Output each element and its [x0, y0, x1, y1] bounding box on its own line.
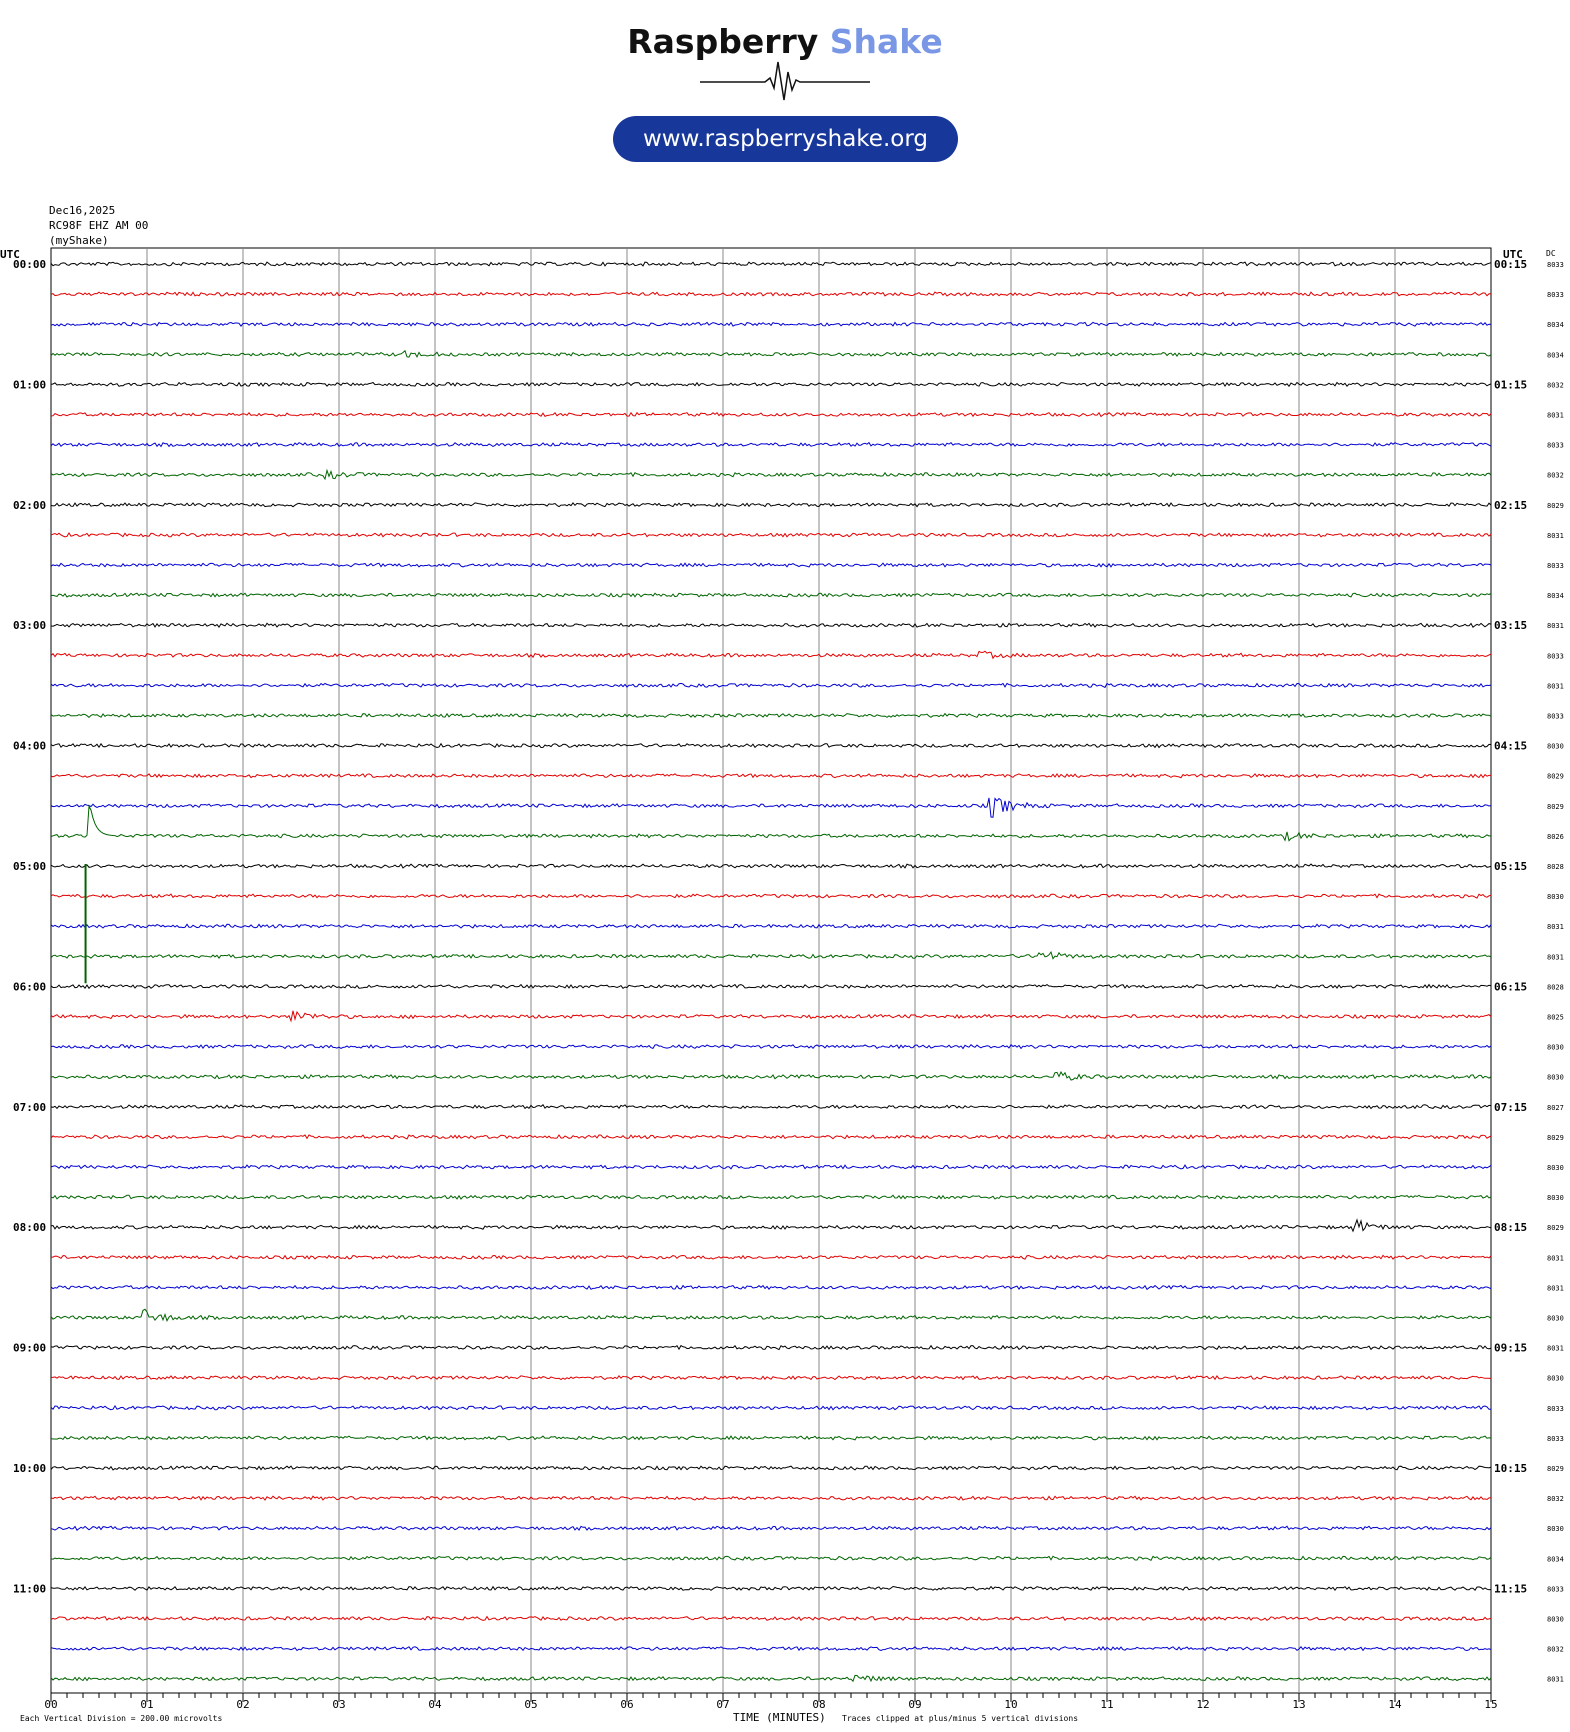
dc-value: 8030	[1547, 1043, 1564, 1052]
hour-label-left: 09:00	[13, 1341, 47, 1355]
dc-value: 8031	[1547, 411, 1564, 420]
trace-line	[51, 1647, 1491, 1651]
hour-label-right: 07:15	[1494, 1100, 1528, 1114]
hour-label-left: 08:00	[13, 1221, 47, 1235]
division-note: Each Vertical Division = 200.00 microvolts	[20, 1714, 223, 1723]
hour-label-right: 05:15	[1494, 860, 1528, 873]
hour-label-left: 04:00	[13, 739, 47, 753]
dc-value: 8030	[1547, 1194, 1564, 1203]
dc-value: 8032	[1547, 1495, 1564, 1504]
trace-line	[51, 924, 1491, 928]
trace-line	[51, 383, 1491, 387]
dc-value: 8033	[1547, 1585, 1564, 1594]
dc-value: 8032	[1547, 1645, 1564, 1654]
x-tick-label: 07	[716, 1698, 730, 1711]
trace-line	[51, 1286, 1491, 1290]
trace-line	[51, 864, 1491, 868]
trace-line	[51, 443, 1491, 447]
trace-line	[51, 806, 1491, 841]
trace-line	[51, 1376, 1491, 1380]
hour-label-left: 07:00	[13, 1100, 47, 1114]
dc-value: 8030	[1547, 1314, 1564, 1323]
trace-line	[51, 563, 1491, 567]
x-tick-label: 02	[236, 1698, 250, 1711]
dc-value: 8030	[1547, 1164, 1564, 1172]
dc-value: 8030	[1547, 1525, 1564, 1534]
dc-value: 8028	[1547, 983, 1564, 992]
dc-value: 8033	[1547, 261, 1564, 269]
dc-value: 8027	[1547, 1103, 1564, 1112]
hour-label-right: 00:15	[1494, 258, 1528, 271]
dc-value: 8034	[1547, 592, 1564, 601]
trace-line	[51, 1309, 1491, 1320]
dc-value: 8033	[1547, 291, 1564, 300]
x-tick-label: 06	[620, 1698, 634, 1711]
dc-value: 8031	[1547, 1675, 1564, 1684]
trace-line	[51, 1466, 1491, 1470]
hour-label-left: 00:00	[13, 258, 47, 271]
trace-line	[51, 322, 1491, 326]
trace-line	[51, 533, 1491, 537]
dc-value: 8030	[1547, 893, 1564, 902]
x-tick-label: 13	[1292, 1698, 1306, 1711]
trace-line	[51, 1496, 1491, 1500]
dc-value: 8026	[1547, 832, 1564, 841]
dc-value: 8031	[1547, 1284, 1564, 1293]
trace-line	[51, 985, 1491, 989]
trace-line	[51, 1135, 1491, 1139]
x-tick-label: 08	[812, 1698, 826, 1711]
axis-labels	[13, 258, 1564, 1711]
dc-value: 8032	[1547, 381, 1564, 390]
hour-label-right: 09:15	[1494, 1341, 1528, 1355]
dc-value: 8032	[1547, 471, 1564, 480]
hour-label-right: 02:15	[1494, 498, 1528, 512]
hour-label-left: 06:00	[13, 980, 47, 994]
trace-line	[51, 1072, 1491, 1080]
trace-line	[51, 623, 1491, 627]
x-tick-label: 10	[1004, 1698, 1018, 1711]
trace-line	[51, 503, 1491, 507]
left-utc-label: UTC	[0, 248, 20, 261]
brand-name-shake: Shake	[829, 22, 943, 61]
dc-value: 8029	[1547, 1224, 1564, 1233]
x-tick-label: 05	[524, 1698, 538, 1711]
clip-note: Traces clipped at plus/minus 5 vertical divisions	[842, 1714, 1079, 1723]
trace-line	[51, 1556, 1491, 1560]
trace-line	[51, 1346, 1491, 1350]
dc-value: 8025	[1547, 1013, 1564, 1022]
dc-value: 8031	[1547, 953, 1564, 962]
x-tick-label: 15	[1484, 1698, 1498, 1711]
dc-value: 8033	[1547, 1404, 1564, 1413]
x-tick-label: 14	[1388, 1698, 1402, 1711]
x-tick-label: 12	[1196, 1698, 1210, 1711]
trace-line	[51, 651, 1491, 658]
dc-value: 8031	[1547, 531, 1564, 540]
trace-line	[51, 894, 1491, 898]
hour-label-right: 10:15	[1494, 1462, 1528, 1475]
trace-line	[51, 351, 1491, 357]
trace-line	[51, 798, 1491, 817]
dc-value: 8030	[1547, 1615, 1564, 1624]
trace-line	[51, 683, 1491, 687]
hour-label-right: 03:15	[1494, 619, 1528, 633]
dc-value: 8029	[1547, 1133, 1564, 1142]
dc-value: 8031	[1547, 682, 1564, 691]
dc-value: 8030	[1547, 1374, 1564, 1383]
dc-value: 8028	[1547, 863, 1564, 871]
trace-line	[51, 1105, 1491, 1109]
trace-line	[51, 593, 1491, 597]
trace-line	[51, 262, 1491, 266]
dc-value: 8029	[1547, 772, 1564, 781]
dc-value: 8029	[1547, 1465, 1564, 1473]
hour-label-right: 11:15	[1494, 1582, 1528, 1596]
hour-label-right: 04:15	[1494, 739, 1528, 753]
dc-value: 8030	[1547, 742, 1564, 751]
trace-line	[51, 1675, 1491, 1681]
hour-label-left: 10:00	[13, 1462, 47, 1475]
dc-value: 8029	[1547, 802, 1564, 811]
x-tick-label: 03	[332, 1698, 346, 1711]
hour-label-right: 06:15	[1494, 980, 1528, 994]
trace-line	[51, 1526, 1491, 1530]
dc-value: 8030	[1547, 1073, 1564, 1082]
trace-line	[51, 1165, 1491, 1169]
dc-value: 8033	[1547, 652, 1564, 661]
hour-label-left: 02:00	[13, 498, 47, 512]
x-tick-label: 01	[140, 1698, 154, 1711]
dc-value: 8033	[1547, 712, 1564, 721]
header-station: RC98F EHZ AM 00	[49, 219, 149, 232]
dc-value: 8031	[1547, 923, 1564, 932]
hour-label-right: 08:15	[1494, 1221, 1528, 1235]
trace-line	[51, 1617, 1491, 1621]
trace-line	[51, 470, 1491, 479]
dc-value: 8031	[1547, 1254, 1564, 1263]
hour-label-left: 05:00	[13, 860, 47, 873]
trace-line	[51, 774, 1491, 778]
x-tick-label: 00	[44, 1698, 58, 1711]
x-tick-label: 09	[908, 1698, 922, 1711]
dc-value: 8034	[1547, 351, 1564, 360]
trace-line	[51, 1406, 1491, 1410]
hour-label-left: 03:00	[13, 619, 47, 633]
header-date: Dec16,2025	[49, 204, 116, 217]
dc-value: 8029	[1547, 501, 1564, 510]
dc-value: 8031	[1547, 622, 1564, 631]
website-link[interactable]: www.raspberryshake.org	[613, 116, 958, 162]
x-axis-title: TIME (MINUTES)	[733, 1711, 826, 1724]
trace-line	[51, 292, 1491, 296]
right-utc-label: UTC	[1503, 248, 1523, 261]
trace-line	[51, 1436, 1491, 1440]
x-tick-label: 11	[1100, 1698, 1114, 1711]
dc-value: 8034	[1547, 1555, 1564, 1564]
trace-line	[51, 413, 1491, 417]
seismic-traces	[51, 262, 1491, 1681]
plot-frame	[51, 248, 1491, 1693]
trace-line	[51, 952, 1491, 959]
dc-value: 8033	[1547, 441, 1564, 450]
dc-label: DC	[1546, 249, 1556, 258]
trace-line	[51, 1220, 1491, 1231]
trace-line	[51, 1195, 1491, 1199]
header-network: (myShake)	[49, 234, 109, 247]
trace-line	[51, 1255, 1491, 1259]
dc-value: 8034	[1547, 321, 1564, 330]
trace-line	[51, 1011, 1491, 1021]
hour-label-right: 01:15	[1494, 378, 1528, 392]
dc-value: 8033	[1547, 562, 1564, 570]
brand-name-raspberry: Raspberry	[627, 22, 819, 61]
hour-label-left: 11:00	[13, 1582, 47, 1596]
hour-label-left: 01:00	[13, 378, 47, 392]
trace-line	[51, 1045, 1491, 1049]
dc-value: 8031	[1547, 1344, 1564, 1353]
x-tick-label: 04	[428, 1698, 442, 1711]
dc-value: 8033	[1547, 1434, 1564, 1443]
trace-line	[51, 714, 1491, 718]
trace-line	[51, 1587, 1491, 1591]
trace-line	[51, 744, 1491, 748]
plot-grid	[51, 248, 1491, 1702]
